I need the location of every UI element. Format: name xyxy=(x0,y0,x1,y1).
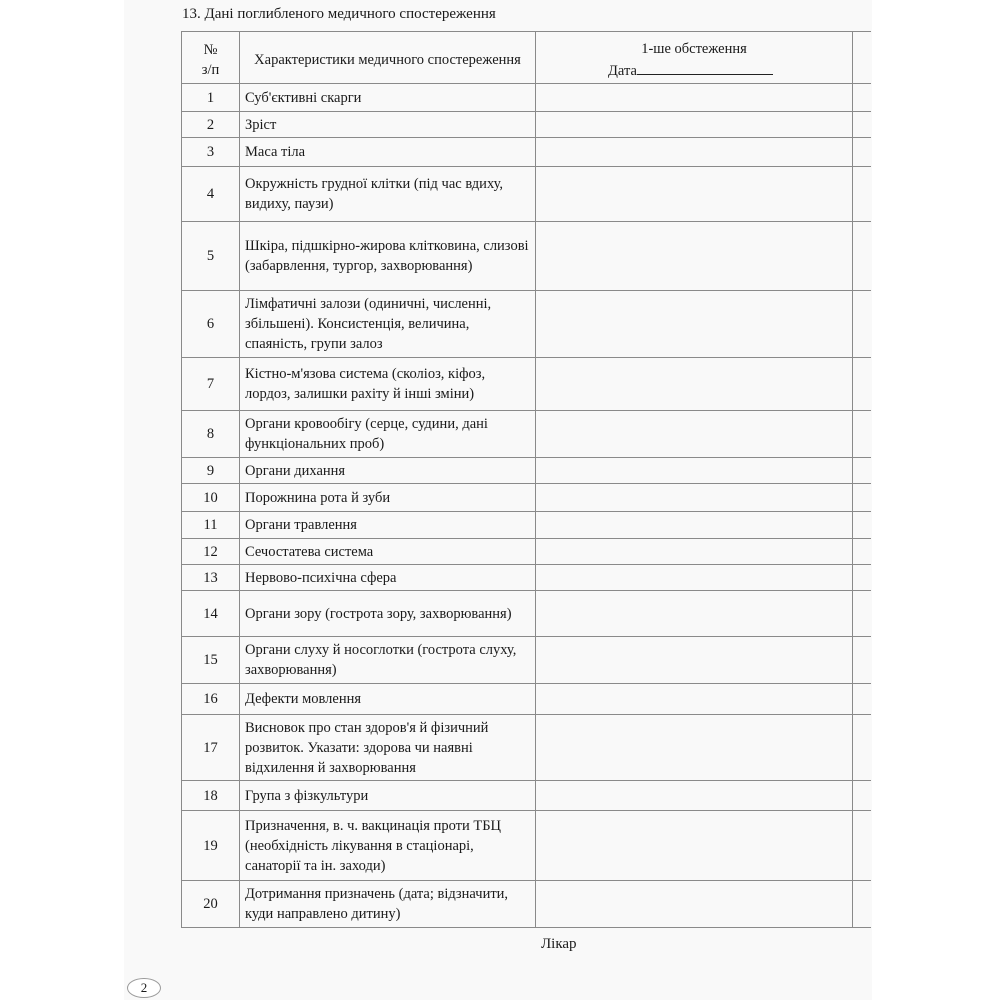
table-row xyxy=(182,565,871,591)
row-number: 4 xyxy=(182,167,240,222)
row-number: 13 xyxy=(182,565,240,591)
medical-observation-table xyxy=(181,31,871,928)
row-characteristic: Дотримання призначень (дата; відзначити, куди направлено дитину) xyxy=(240,881,536,928)
table-row xyxy=(182,222,871,291)
header-exam-1-date xyxy=(536,59,852,81)
exam-2-entry-cell[interactable] xyxy=(853,565,871,591)
header-exam-1 xyxy=(536,32,853,84)
exam-2-entry-cell[interactable] xyxy=(853,637,871,684)
exam-1-entry-cell[interactable] xyxy=(536,715,853,781)
row-number: 14 xyxy=(182,591,240,637)
exam-1-entry-cell[interactable] xyxy=(536,112,853,138)
exam-2-entry-cell[interactable] xyxy=(853,512,871,539)
table-row xyxy=(182,591,871,637)
table-row xyxy=(182,684,871,715)
exam-1-entry-cell[interactable] xyxy=(536,484,853,512)
exam-2-entry-cell[interactable] xyxy=(853,684,871,715)
row-number: 2 xyxy=(182,112,240,138)
row-number: 12 xyxy=(182,539,240,565)
exam-1-entry-cell[interactable] xyxy=(536,811,853,881)
row-characteristic: Кістно-м'язова система (сколіоз, кіфоз, лордоз, залишки рахіту й інші зміни) xyxy=(240,358,536,411)
date-label: Дата xyxy=(608,63,637,79)
table-row xyxy=(182,138,871,167)
row-characteristic: Порожнина рота й зуби xyxy=(240,484,536,512)
exam-2-entry-cell[interactable] xyxy=(853,484,871,512)
exam-2-entry-cell[interactable] xyxy=(853,781,871,811)
date-blank-line xyxy=(637,59,773,75)
table-row xyxy=(182,112,871,138)
row-characteristic: Окружність грудної клітки (під час вдиху, видиху, паузи) xyxy=(240,167,536,222)
table-row xyxy=(182,512,871,539)
exam-2-entry-cell[interactable] xyxy=(853,411,871,458)
row-number: 5 xyxy=(182,222,240,291)
header-characteristics: Характеристики медичного спостереження xyxy=(240,32,536,84)
header-number-cell xyxy=(182,32,240,84)
row-number: 6 xyxy=(182,291,240,358)
row-number: 7 xyxy=(182,358,240,411)
exam-2-entry-cell[interactable] xyxy=(853,591,871,637)
exam-1-entry-cell[interactable] xyxy=(536,222,853,291)
header-exam-2 xyxy=(853,32,871,84)
exam-2-entry-cell[interactable] xyxy=(853,358,871,411)
row-characteristic: Група з фізкультури xyxy=(240,781,536,811)
table-row xyxy=(182,781,871,811)
table-row xyxy=(182,637,871,684)
row-characteristic: Дефекти мовлення xyxy=(240,684,536,715)
row-characteristic: Органи зору (гострота зору, захворювання) xyxy=(240,591,536,637)
row-number: 17 xyxy=(182,715,240,781)
row-number: 16 xyxy=(182,684,240,715)
exam-1-entry-cell[interactable] xyxy=(536,881,853,928)
table-row xyxy=(182,167,871,222)
row-characteristic: Суб'єктивні скарги xyxy=(240,84,536,112)
exam-2-entry-cell[interactable] xyxy=(853,458,871,484)
table-row xyxy=(182,715,871,781)
row-characteristic: Нервово-психічна сфера xyxy=(240,565,536,591)
exam-1-entry-cell[interactable] xyxy=(536,84,853,112)
table-row xyxy=(182,484,871,512)
exam-1-entry-cell[interactable] xyxy=(536,637,853,684)
row-number: 19 xyxy=(182,811,240,881)
section-title: 13. Дані поглибленого медичного спостереження xyxy=(182,6,496,22)
row-number: 15 xyxy=(182,637,240,684)
row-number: 10 xyxy=(182,484,240,512)
table-row xyxy=(182,84,871,112)
row-characteristic: Зріст xyxy=(240,112,536,138)
exam-2-entry-cell[interactable] xyxy=(853,715,871,781)
row-number: 3 xyxy=(182,138,240,167)
exam-2-entry-cell[interactable] xyxy=(853,112,871,138)
exam-1-entry-cell[interactable] xyxy=(536,138,853,167)
exam-1-entry-cell[interactable] xyxy=(536,591,853,637)
table-row xyxy=(182,358,871,411)
exam-2-entry-cell[interactable] xyxy=(853,167,871,222)
exam-1-entry-cell[interactable] xyxy=(536,565,853,591)
row-characteristic: Органи слуху й носоглотки (гострота слуху, захворювання) xyxy=(240,637,536,684)
table-row xyxy=(182,811,871,881)
header-number-abbr: з/п xyxy=(201,62,220,78)
exam-1-entry-cell[interactable] xyxy=(536,167,853,222)
row-characteristic: Органи дихання xyxy=(240,458,536,484)
row-characteristic: Маса тіла xyxy=(240,138,536,167)
row-characteristic: Шкіра, підшкірно-жирова клітковина, слизові (забарвлення, тургор, захворювання) xyxy=(240,222,536,291)
row-characteristic: Висновок про стан здоров'я й фізичний розвиток. Указати: здорова чи наявні відхилення й захворювання xyxy=(240,715,536,781)
table-header-row xyxy=(182,32,871,84)
exam-2-entry-cell[interactable] xyxy=(853,539,871,565)
exam-1-entry-cell[interactable] xyxy=(536,512,853,539)
exam-2-entry-cell[interactable] xyxy=(853,138,871,167)
exam-1-entry-cell[interactable] xyxy=(536,458,853,484)
doctor-signature-label: Лікар xyxy=(541,936,577,952)
exam-2-entry-cell[interactable] xyxy=(853,222,871,291)
exam-1-entry-cell[interactable] xyxy=(536,781,853,811)
exam-1-entry-cell[interactable] xyxy=(536,539,853,565)
row-number: 8 xyxy=(182,411,240,458)
row-characteristic: Органи травлення xyxy=(240,512,536,539)
exam-2-entry-cell[interactable] xyxy=(853,811,871,881)
exam-1-entry-cell[interactable] xyxy=(536,411,853,458)
row-number: 1 xyxy=(182,84,240,112)
exam-2-entry-cell[interactable] xyxy=(853,84,871,112)
header-exam-1-title: 1-ше обстеження xyxy=(641,41,747,57)
row-number: 18 xyxy=(182,781,240,811)
header-number-symbol: № xyxy=(203,42,218,58)
row-characteristic: Сечостатева система xyxy=(240,539,536,565)
table-row xyxy=(182,411,871,458)
table-row xyxy=(182,881,871,928)
row-number: 20 xyxy=(182,881,240,928)
exam-2-entry-cell[interactable] xyxy=(853,291,871,358)
exam-2-entry-cell[interactable] xyxy=(853,881,871,928)
table-row xyxy=(182,458,871,484)
table-row xyxy=(182,539,871,565)
exam-1-entry-cell[interactable] xyxy=(536,358,853,411)
row-number: 9 xyxy=(182,458,240,484)
exam-1-entry-cell[interactable] xyxy=(536,291,853,358)
row-characteristic: Призначення, в. ч. вакцинація проти ТБЦ (необхідність лікування в стаціонарі, санаторії та ін. заходи) xyxy=(240,811,536,881)
row-characteristic: Органи кровообігу (серце, судини, дані функціональних проб) xyxy=(240,411,536,458)
row-characteristic: Лімфатичні залози (одиничні, численні, збільшені). Консистенція, величина, спаяність, групи залоз xyxy=(240,291,536,358)
exam-1-entry-cell[interactable] xyxy=(536,684,853,715)
row-number: 11 xyxy=(182,512,240,539)
table-row xyxy=(182,291,871,358)
page-number: 2 xyxy=(127,978,161,998)
